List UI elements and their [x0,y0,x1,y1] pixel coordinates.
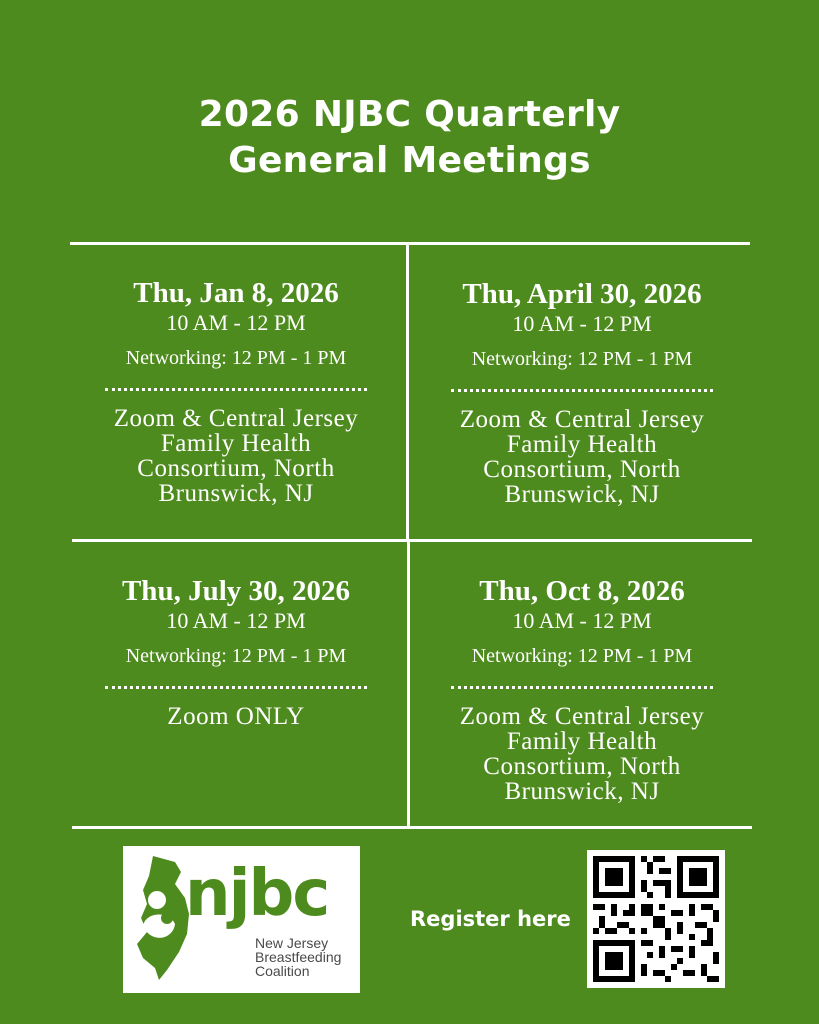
meeting-card-july [84,576,388,729]
meeting-time: 10 AM - 12 PM [166,310,306,335]
registration-qr-code[interactable] [587,850,725,988]
grid-middle-divider [72,539,752,542]
meeting-date: Thu, Oct 8, 2026 [479,575,685,607]
meeting-location: Zoom & Central Jersey Family Health Consortium, North Brunswick, NJ [459,703,705,805]
meeting-card-jan [84,278,388,506]
grid-vertical-divider-bottom [407,540,410,828]
meeting-time: 10 AM - 12 PM [512,311,652,336]
title-line-1: 2026 NJBC Quarterly [198,94,621,135]
meeting-location: Zoom & Central Jersey Family Health Consortium, North Brunswick, NJ [113,405,359,507]
meeting-location: Zoom & Central Jersey Family Health Consortium, North Brunswick, NJ [459,406,705,508]
page-title [0,92,819,184]
meeting-card-april [432,279,732,507]
njbc-logo [123,846,360,993]
title-line-2: General Meetings [228,140,591,181]
meeting-time: 10 AM - 12 PM [512,608,652,633]
logo-wordmark: njbc [185,857,329,931]
register-here-label: Register here [410,907,571,931]
logo-subtitle-line-3: Coalition [255,963,310,979]
networking-time: Networking: 12 PM - 1 PM [125,645,347,667]
grid-top-divider [70,242,750,245]
networking-time: Networking: 12 PM - 1 PM [471,348,693,370]
meeting-card-oct [432,576,732,804]
dotted-divider [105,388,367,391]
meeting-date: Thu, July 30, 2026 [121,575,351,607]
dotted-divider [105,686,367,689]
logo-subtitle [255,936,341,978]
dotted-divider [451,389,713,392]
networking-time: Networking: 12 PM - 1 PM [471,645,693,667]
meeting-date: Thu, Jan 8, 2026 [133,277,339,309]
meeting-location: Zoom ONLY [167,703,305,730]
networking-time: Networking: 12 PM - 1 PM [125,347,347,369]
dotted-divider [451,686,713,689]
grid-vertical-divider-top [406,242,409,540]
meeting-time: 10 AM - 12 PM [166,608,306,633]
qr-code-icon [593,856,719,982]
meeting-date: Thu, April 30, 2026 [462,278,702,310]
logo-subtitle-line-1: New Jersey [255,935,329,951]
logo-subtitle-line-2: Breastfeeding [255,949,342,965]
grid-bottom-divider [72,826,752,829]
